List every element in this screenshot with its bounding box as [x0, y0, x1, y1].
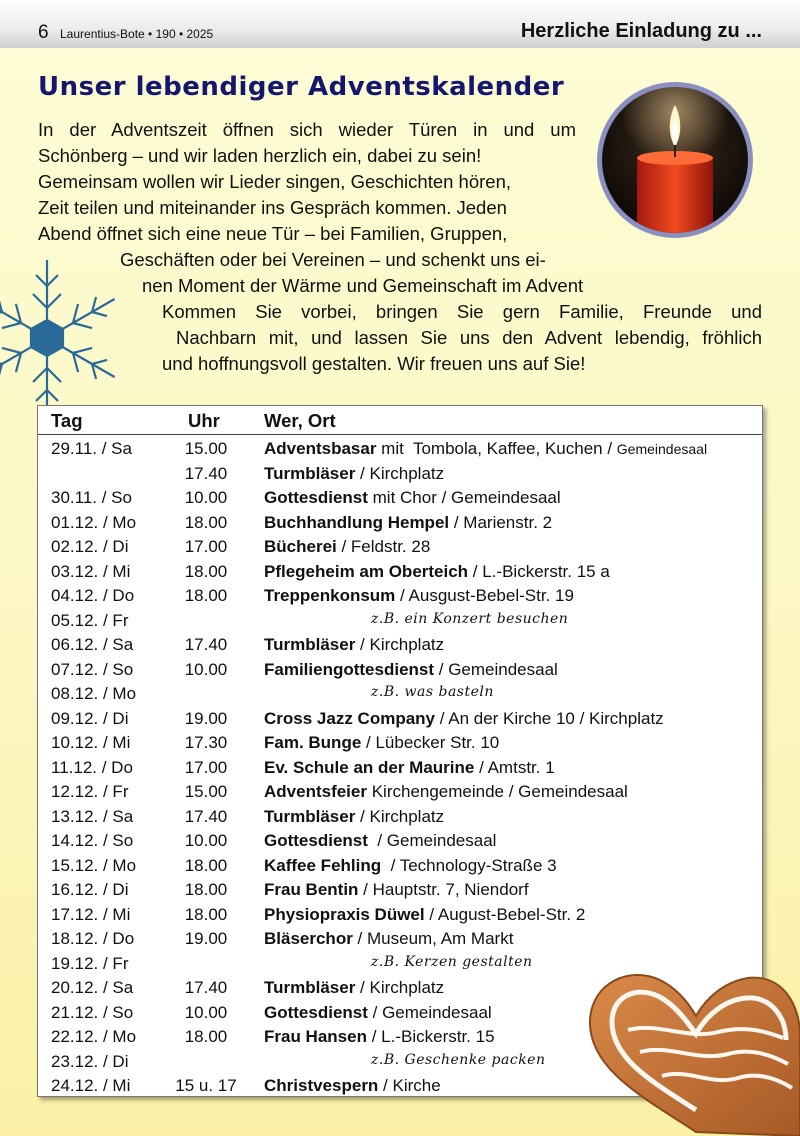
table-row [38, 657, 762, 682]
cell-day: 07.12. / So [51, 659, 134, 679]
intro-line: und hoffnungsvoll gestalten. Wir freuen uns auf Sie! [162, 353, 586, 374]
host-name: Turmbläser [264, 463, 356, 483]
intro-line: Abend öffnet sich eine neue Tür – bei Familien, Gruppen, [38, 223, 508, 244]
intro-line: nen Moment der Wärme und Gemeinschaft im Advent [142, 275, 584, 296]
cell-who [264, 807, 444, 827]
host-name: Physiopraxis Düwel [264, 904, 425, 924]
table-row [38, 828, 762, 853]
cell-who [264, 586, 574, 606]
header-day: Tag [51, 410, 83, 431]
table-row [38, 436, 762, 461]
intro-line: In der Adventszeit öffnen sich wieder Türen in und um [38, 119, 576, 140]
table-row [38, 510, 762, 535]
intro-line: Zeit teilen und miteinander ins Gespräch kommen. Jeden [38, 197, 507, 218]
location: / Kirchplatz [355, 978, 445, 997]
location: / Gemeindesaal [367, 1002, 492, 1022]
cell-day: 20.12. / Sa [51, 978, 134, 997]
location: / Amtstr. 1 [474, 757, 555, 777]
cell-time: 19.00 [184, 708, 228, 728]
location: / Kirchplatz [355, 806, 445, 826]
cell-who [264, 856, 557, 876]
table-row [38, 755, 762, 780]
cell-who [264, 1027, 495, 1047]
cell-who [264, 1003, 492, 1023]
location: Kirchengemeinde / Gemeindesaal [366, 782, 628, 801]
cell-day: 17.12. / Mi [51, 904, 131, 924]
page-number: 6 [38, 22, 49, 43]
location: / L.-Bickerstr. 15 [366, 1027, 495, 1046]
table-row [38, 730, 762, 755]
location: / Ausgust-Bebel-Str. 19 [395, 586, 574, 605]
cell-time: 10.00 [184, 831, 228, 850]
location: / Lübecker Str. 10 [361, 733, 500, 752]
cell-who [264, 488, 561, 508]
cell-who [264, 880, 529, 900]
cell-day: 09.12. / Di [51, 708, 129, 728]
host-name: Bücherei [264, 537, 337, 556]
cell-time: 10.00 [184, 659, 228, 679]
host-name: Turmbläser [264, 635, 356, 654]
cell-who [264, 513, 552, 533]
cell-day: 10.12. / Mi [51, 733, 131, 752]
table-row [38, 583, 762, 608]
cell-day: 05.12. / Fr [51, 610, 129, 630]
cell-day: 12.12. / Fr [51, 782, 129, 801]
cell-time: 17.40 [184, 463, 228, 483]
cell-time: 17.00 [184, 537, 228, 556]
cell-suggestion: z.B. Geschenke packen [371, 1051, 546, 1068]
cell-suggestion: z.B. ein Konzert besuchen [371, 610, 569, 627]
cell-time: 18.00 [184, 855, 228, 875]
table-row [38, 485, 762, 510]
location: mit Tombola, Kaffee, Kuchen / [376, 439, 617, 458]
cell-time: 17.40 [184, 635, 228, 654]
cell-day: 06.12. / Sa [51, 635, 134, 654]
location: / Gemeindesaal [367, 831, 497, 850]
intro-line: Nachbarn mit, und lassen Sie uns den Advent lebendig, fröhlich [176, 327, 762, 348]
cell-time: 10.00 [184, 488, 228, 507]
host-name: Pflegeheim am Oberteich [264, 561, 469, 581]
cell-who [264, 905, 585, 925]
cell-day: 16.12. / Di [51, 880, 129, 899]
cell-time: 15.00 [184, 782, 228, 801]
cell-who [264, 733, 499, 753]
location: / Kirchplatz [355, 463, 445, 483]
table-row [38, 804, 762, 829]
location: / Museum, Am Markt [352, 929, 514, 948]
cell-day: 04.12. / Do [51, 586, 135, 605]
cell-time: 18.00 [184, 904, 228, 924]
cell-day: 22.12. / Mo [51, 1027, 137, 1046]
cell-day: 08.12. / Mo [51, 684, 137, 703]
host-name: Treppenkonsum [264, 586, 396, 605]
gingerbread-heart-icon [578, 960, 800, 1136]
cell-suggestion: z.B. Kerzen gestalten [371, 953, 533, 970]
host-name: Ev. Schule an der Maurine [264, 757, 475, 777]
cell-who [264, 758, 555, 778]
host-name: Adventsbasar [264, 439, 377, 458]
cell-who [264, 929, 513, 949]
location: / Gemeindesaal [434, 659, 558, 679]
host-name: Buchhandlung Hempel [264, 512, 450, 532]
cell-day: 14.12. / So [51, 831, 134, 850]
cell-time: 18.00 [184, 512, 228, 532]
intro-text [0, 0, 800, 400]
location: / Kirche [378, 1076, 441, 1095]
intro-line: Gemeinsam wollen wir Lieder singen, Geschichten hören, [38, 171, 512, 192]
cell-day: 29.11. / Sa [51, 439, 132, 458]
cell-time: 18.00 [184, 561, 228, 581]
host-name: Turmbläser [264, 978, 356, 997]
host-name: Frau Bentin [264, 880, 359, 899]
location: / Marienstr. 2 [449, 512, 553, 532]
table-row [38, 779, 762, 804]
cell-day: 13.12. / Sa [51, 806, 134, 826]
cell-time: 17.30 [184, 733, 228, 752]
location: / L.-Bickerstr. 15 a [468, 561, 610, 581]
table-header [38, 406, 762, 432]
host-name: Adventsfeier [264, 782, 367, 801]
cell-time: 17.40 [184, 978, 228, 997]
cell-day: 24.12. / Mi [51, 1076, 131, 1095]
header-who: Wer, Ort [264, 410, 336, 431]
cell-time: 10.00 [184, 1002, 228, 1022]
cell-day: 23.12. / Di [51, 1051, 129, 1071]
cell-who [264, 635, 444, 655]
cell-time: 17.00 [184, 757, 228, 777]
section-title: Herzliche Einladung zu ... [520, 20, 762, 42]
header-divider [38, 434, 762, 435]
host-name: Gottesdienst [264, 488, 368, 507]
publication-info: Laurentius-Bote • 190 • 2025 [60, 27, 214, 41]
cell-who [264, 439, 707, 459]
header-time: Uhr [188, 410, 220, 431]
table-row [38, 534, 762, 559]
cell-time: 15 u. 17 [175, 1076, 237, 1095]
host-name: Bläserchor [264, 929, 353, 948]
cell-time: 18.00 [184, 880, 228, 899]
cell-who [264, 464, 444, 484]
table-row [38, 902, 762, 927]
table-row [38, 608, 762, 633]
location: / Kirchplatz [355, 635, 445, 654]
cell-day: 18.12. / Do [51, 929, 135, 948]
host-name: Gottesdienst [264, 831, 368, 850]
host-name: Frau Hansen [264, 1027, 367, 1046]
host-name: Christvespern [264, 1076, 379, 1095]
cell-day: 15.12. / Mo [51, 855, 137, 875]
cell-who [264, 978, 444, 998]
cell-day: 01.12. / Mo [51, 512, 137, 532]
cell-day: 02.12. / Di [51, 537, 129, 556]
host-name: Fam. Bunge [264, 733, 362, 752]
host-name: Kaffee Fehling [264, 855, 382, 875]
table-row [38, 461, 762, 486]
location: / Technology-Straße 3 [381, 855, 557, 875]
cell-who [264, 660, 558, 680]
intro-line: Schönberg – und wir laden herzlich ein, dabei zu sein! [38, 145, 482, 166]
cell-day: 11.12. / Do [51, 757, 133, 777]
cell-who [264, 1076, 441, 1096]
cell-who [264, 537, 430, 557]
cell-who [264, 562, 610, 582]
table-row [38, 926, 762, 951]
cell-day: 30.11. / So [51, 488, 132, 507]
cell-who [264, 709, 664, 729]
cell-who [264, 782, 628, 802]
cell-time: 15.00 [184, 439, 228, 458]
location: / Feldstr. 28 [336, 537, 431, 556]
cell-time: 17.40 [184, 806, 228, 826]
intro-line: Geschäften oder bei Vereinen – und schenkt uns ei- [120, 249, 546, 270]
host-name: Cross Jazz Company [264, 708, 435, 728]
cell-day: 19.12. / Fr [51, 953, 129, 973]
article-title: Unser lebendiger Adventskalender [38, 72, 565, 102]
location: mit Chor / Gemeindesaal [367, 488, 561, 507]
host-name: Gottesdienst [264, 1002, 368, 1022]
cell-time: 19.00 [184, 929, 228, 948]
table-row [38, 559, 762, 584]
location-small: Gemeindesaal [616, 441, 708, 457]
table-row [38, 706, 762, 731]
table-row [38, 853, 762, 878]
cell-who [264, 831, 496, 851]
host-name: Familiengottesdienst [264, 659, 435, 679]
cell-day: 21.12. / So [51, 1002, 134, 1022]
table-row [38, 681, 762, 706]
location: / An der Kirche 10 / Kirchplatz [435, 708, 664, 728]
host-name: Turmbläser [264, 806, 356, 826]
intro-line: Kommen Sie vorbei, bringen Sie gern Familie, Freunde und [162, 301, 762, 322]
cell-time: 18.00 [184, 586, 228, 605]
location: / Hauptstr. 7, Niendorf [358, 880, 529, 899]
cell-suggestion: z.B. was basteln [371, 684, 494, 700]
cell-day: 03.12. / Mi [51, 561, 131, 581]
location: / August-Bebel-Str. 2 [424, 904, 586, 924]
table-row [38, 877, 762, 902]
cell-time: 18.00 [184, 1027, 228, 1046]
table-row [38, 632, 762, 657]
